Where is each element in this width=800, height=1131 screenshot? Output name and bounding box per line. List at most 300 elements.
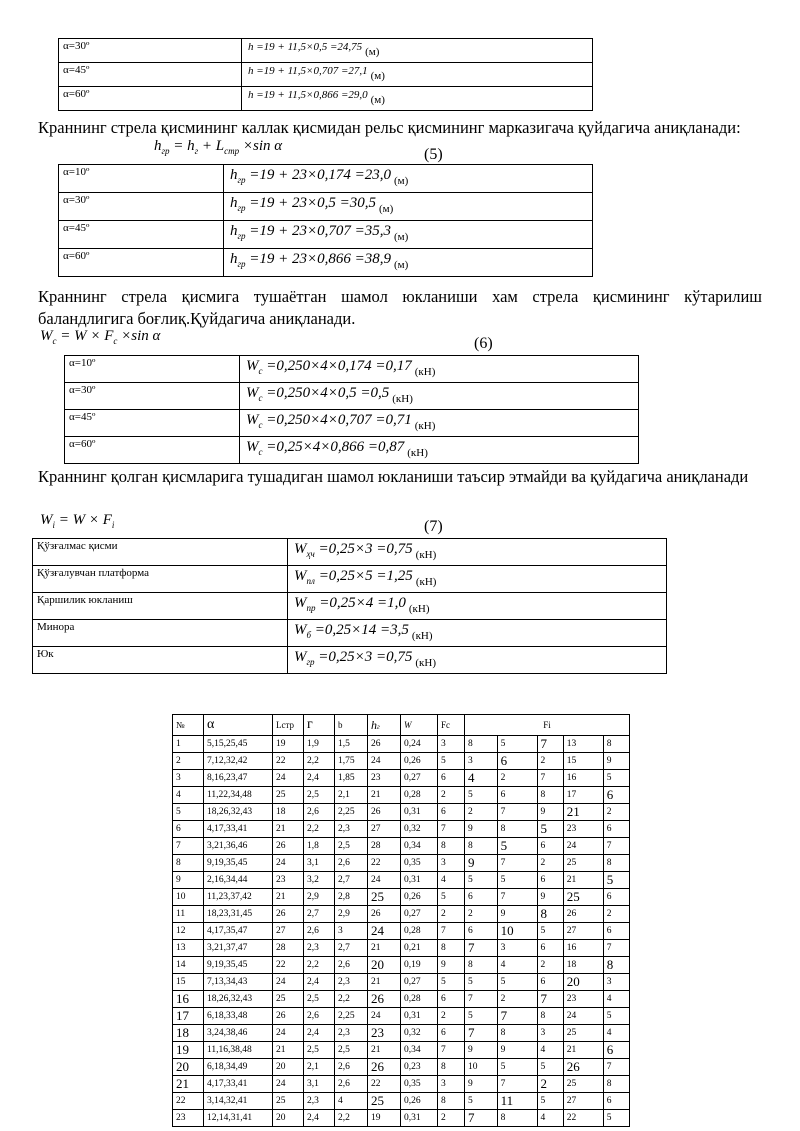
table-cell: 23 xyxy=(563,821,603,838)
table-cell: 11 xyxy=(173,906,204,923)
table-cell: 2,6 xyxy=(335,1076,368,1093)
table-cell: 26 xyxy=(368,1059,401,1076)
table-cell: 6,18,33,48 xyxy=(204,1008,273,1025)
table-cell: 2,9 xyxy=(335,906,368,923)
table-cell: 16 xyxy=(173,991,204,1008)
table-cell: 26 xyxy=(273,1008,304,1025)
table-cell: 2,3 xyxy=(304,1093,335,1110)
table-cell: 7 xyxy=(497,889,537,906)
table-cell: 22 xyxy=(563,1110,603,1127)
header-b: b xyxy=(335,715,368,736)
table-cell: 3 xyxy=(537,1025,563,1042)
table-cell: 3,14,32,41 xyxy=(204,1093,273,1110)
table-cell: 9 xyxy=(497,1042,537,1059)
table-cell: 2,16,34,44 xyxy=(204,872,273,889)
table-cell: 2,2 xyxy=(304,753,335,770)
table-cell: 24 xyxy=(273,1076,304,1093)
row-formula: $W_с =0,250\times 4\times 0,5 =0,5$ $_{(кН)}$ xyxy=(240,383,639,410)
table-cell: 18,26,32,43 xyxy=(204,991,273,1008)
row-formula: $W_{ҳч} =0,25\times 3 =0,75$ $_{(кН)}$ xyxy=(288,539,667,566)
table-row xyxy=(173,1110,630,1127)
table-cell: 0,35 xyxy=(401,1076,438,1093)
table-cell: 9,19,35,45 xyxy=(204,957,273,974)
table-cell: 6 xyxy=(173,821,204,838)
table_hgr-row xyxy=(59,249,593,277)
table-row xyxy=(173,991,630,1008)
table-cell: 20 xyxy=(368,957,401,974)
table-cell: 7 xyxy=(537,770,563,787)
table-cell: 8 xyxy=(465,838,498,855)
table-cell: 6 xyxy=(537,838,563,855)
table-row xyxy=(173,838,630,855)
table-cell: 27 xyxy=(368,821,401,838)
table-cell: 21 xyxy=(273,1042,304,1059)
table-cell: 1 xyxy=(173,736,204,753)
table-cell: 2,3 xyxy=(335,974,368,991)
table-cell: 0,21 xyxy=(401,940,438,957)
row-label: α=45º xyxy=(59,63,242,87)
table-cell: 5 xyxy=(465,1093,498,1110)
table-cell: 16 xyxy=(563,940,603,957)
table-cell: 25 xyxy=(368,1093,401,1110)
table-cell: 2,4 xyxy=(304,974,335,991)
table-cell: 5 xyxy=(537,821,563,838)
table-cell: 21 xyxy=(173,1076,204,1093)
table-cell: 3,24,38,46 xyxy=(204,1025,273,1042)
table-cell: 26 xyxy=(368,736,401,753)
table-cell: 7 xyxy=(465,1110,498,1127)
table-cell: 5 xyxy=(497,736,537,753)
table-cell: 0,31 xyxy=(401,804,438,821)
table-cell: 4,17,33,41 xyxy=(204,821,273,838)
table-cell: 2,4 xyxy=(304,1110,335,1127)
paragraph-3: Краннинг қолган қисмларига тушадиган шамол юкланиши таъсир этмайди ва қуйдагича аниқланади xyxy=(38,467,749,486)
header-fi: Fi xyxy=(465,715,630,736)
table-cell: 15 xyxy=(563,753,603,770)
table-cell: 8 xyxy=(497,1025,537,1042)
table-cell: 7 xyxy=(173,838,204,855)
table-cell: 7 xyxy=(465,940,498,957)
table_h-row xyxy=(59,63,593,87)
table-cell: 2,5 xyxy=(304,1042,335,1059)
table-cell: 25 xyxy=(273,787,304,804)
variants-header xyxy=(173,715,630,736)
table-cell: 9 xyxy=(465,1076,498,1093)
table-cell: 7 xyxy=(438,821,465,838)
table-cell: 2,2 xyxy=(335,1110,368,1127)
table-cell: 2 xyxy=(537,957,563,974)
table-cell: 8 xyxy=(438,1093,465,1110)
table-cell: 6 xyxy=(603,1042,629,1059)
table-cell: 9 xyxy=(438,957,465,974)
table-cell: 2,5 xyxy=(335,838,368,855)
table-cell: 14 xyxy=(173,957,204,974)
table-cell: 5 xyxy=(603,770,629,787)
table-cell: 4 xyxy=(335,1093,368,1110)
table-cell: 2,6 xyxy=(335,1059,368,1076)
row-label: α=60º xyxy=(65,437,240,464)
table-cell: 2 xyxy=(465,906,498,923)
table_wc-row xyxy=(65,383,639,410)
table-cell: 8,16,23,47 xyxy=(204,770,273,787)
table-cell: 5 xyxy=(537,1059,563,1076)
table-cell: 2,5 xyxy=(304,991,335,1008)
table-cell: 1,5 xyxy=(335,736,368,753)
table-cell: 2 xyxy=(438,906,465,923)
table-cell: 7 xyxy=(465,991,498,1008)
table-row xyxy=(173,1059,630,1076)
table-cell: 5 xyxy=(497,838,537,855)
table-cell: 24 xyxy=(273,974,304,991)
table-cell: 2 xyxy=(537,753,563,770)
table-cell: 0,26 xyxy=(401,1093,438,1110)
table-cell: 21 xyxy=(368,1042,401,1059)
table-cell: 21 xyxy=(563,804,603,821)
table-cell: 6 xyxy=(438,1025,465,1042)
table-cell: 24 xyxy=(273,1025,304,1042)
table-row xyxy=(173,1076,630,1093)
table-cell: 3 xyxy=(465,753,498,770)
header-hg: hг xyxy=(368,715,401,736)
table-cell: 5 xyxy=(497,872,537,889)
table-cell: 7 xyxy=(497,1076,537,1093)
table-cell: 2,2 xyxy=(304,821,335,838)
table-cell: 25 xyxy=(563,1076,603,1093)
table-cell: 18,23,31,45 xyxy=(204,906,273,923)
table-cell: 2,1 xyxy=(304,1059,335,1076)
table-cell: 9 xyxy=(497,906,537,923)
header-lstr: Lстр xyxy=(273,715,304,736)
table-cell: 2 xyxy=(497,770,537,787)
table_wc-row xyxy=(65,356,639,383)
table-cell: 4 xyxy=(537,1110,563,1127)
table-cell: 8 xyxy=(438,838,465,855)
table-row xyxy=(173,872,630,889)
table-cell: 23 xyxy=(563,991,603,1008)
table-cell: 20 xyxy=(173,1059,204,1076)
table_h-row xyxy=(59,39,593,63)
table-cell: 25 xyxy=(563,1025,603,1042)
header-w: W xyxy=(401,715,438,736)
table-cell: 27 xyxy=(273,923,304,940)
table-cell: 5 xyxy=(603,1110,629,1127)
table-cell: 11,22,34,48 xyxy=(204,787,273,804)
table-cell: 6 xyxy=(438,804,465,821)
table-cell: 7 xyxy=(497,1008,537,1025)
table-cell: 21 xyxy=(368,787,401,804)
table_hgr-row xyxy=(59,193,593,221)
table-cell: 23 xyxy=(368,1025,401,1042)
table-row xyxy=(173,1025,630,1042)
table-cell: 0,35 xyxy=(401,855,438,872)
table-cell: 0,24 xyxy=(401,736,438,753)
table-cell: 4,17,35,47 xyxy=(204,923,273,940)
table-cell: 12,14,31,41 xyxy=(204,1110,273,1127)
table-cell: 21 xyxy=(368,940,401,957)
table-cell: 7 xyxy=(537,991,563,1008)
table-cell: 27 xyxy=(563,923,603,940)
table-cell: 2,3 xyxy=(335,1025,368,1042)
table_wi-row xyxy=(33,593,667,620)
table-cell: 0,31 xyxy=(401,872,438,889)
table-row xyxy=(173,940,630,957)
table-cell: 4 xyxy=(603,1025,629,1042)
row-formula: $W_с =0,250\times 4\times 0,707 =0,71$ $_{(кН)}$ xyxy=(240,410,639,437)
table-row xyxy=(173,821,630,838)
table-cell: 2,2 xyxy=(304,957,335,974)
table-cell: 0,23 xyxy=(401,1059,438,1076)
table-cell: 26 xyxy=(368,906,401,923)
table-cell: 21 xyxy=(368,974,401,991)
table-cell: 10 xyxy=(497,923,537,940)
table-cell: 6 xyxy=(465,923,498,940)
table-cell: 1,85 xyxy=(335,770,368,787)
table-cell: 0,31 xyxy=(401,1008,438,1025)
table-cell: 10 xyxy=(465,1059,498,1076)
table-cell: 26 xyxy=(563,1059,603,1076)
table-cell: 9 xyxy=(465,855,498,872)
table-cell: 22 xyxy=(368,855,401,872)
table-cell: 2,4 xyxy=(304,1025,335,1042)
table-cell: 20 xyxy=(563,974,603,991)
table-cell: 8 xyxy=(603,736,629,753)
table-cell: 3 xyxy=(603,974,629,991)
table-cell: 7,12,32,42 xyxy=(204,753,273,770)
table-cell: 21 xyxy=(563,872,603,889)
table-cell: 6 xyxy=(537,974,563,991)
table-cell: 8 xyxy=(438,940,465,957)
table-cell: 2 xyxy=(603,906,629,923)
table-cell: 7 xyxy=(438,923,465,940)
table-cell: 2 xyxy=(173,753,204,770)
table-cell: 2 xyxy=(497,991,537,1008)
table-cell: 6 xyxy=(497,787,537,804)
table-row xyxy=(173,770,630,787)
table-cell: 8 xyxy=(465,957,498,974)
table-cell: 2 xyxy=(603,804,629,821)
table-cell: 2,1 xyxy=(335,787,368,804)
table-cell: 24 xyxy=(368,1008,401,1025)
table-cell: 3,21,37,47 xyxy=(204,940,273,957)
table-cell: 8 xyxy=(537,1008,563,1025)
table-cell: 2,4 xyxy=(304,770,335,787)
row-formula: $W_с =0,250\times 4\times 0,174 =0,17$ $_{(кН)}$ xyxy=(240,356,639,383)
table-cell: 18 xyxy=(273,804,304,821)
table-cell: 8 xyxy=(603,957,629,974)
table-cell: 1,8 xyxy=(304,838,335,855)
variants-table xyxy=(172,714,630,1127)
table-cell: 8 xyxy=(173,855,204,872)
table-cell: 3,1 xyxy=(304,855,335,872)
table-cell: 4 xyxy=(438,872,465,889)
table_h-row xyxy=(59,87,593,111)
table-cell: 3 xyxy=(438,855,465,872)
table-row xyxy=(173,957,630,974)
row-formula: $W_с =0,25\times 4\times 0,866 =0,87$ $_{(кН)}$ xyxy=(240,437,639,464)
table-cell: 18 xyxy=(173,1025,204,1042)
table-cell: 25 xyxy=(273,991,304,1008)
table-cell: 7 xyxy=(603,1059,629,1076)
table-cell: 2,5 xyxy=(335,1042,368,1059)
table-cell: 2,7 xyxy=(304,906,335,923)
table-cell: 2 xyxy=(438,787,465,804)
table-cell: 19 xyxy=(368,1110,401,1127)
row-formula: $h_{гр} =19 + 23\times 0,5 =30,5$ $_{(м)}$ xyxy=(224,193,593,221)
table-cell: 20 xyxy=(273,1059,304,1076)
table_wi-row xyxy=(33,539,667,566)
table-cell: 6 xyxy=(603,923,629,940)
table-cell: 23 xyxy=(173,1110,204,1127)
table-cell: 19 xyxy=(273,736,304,753)
table-cell: 5 xyxy=(497,974,537,991)
table-cell: 17 xyxy=(173,1008,204,1025)
table-cell: 24 xyxy=(368,753,401,770)
table_wc-row xyxy=(65,437,639,464)
table-cell: 7 xyxy=(438,1042,465,1059)
table-cell: 2,6 xyxy=(304,804,335,821)
equation-number-7: (7) xyxy=(424,518,443,535)
table-cell: 5 xyxy=(465,872,498,889)
table-cell: 2,7 xyxy=(335,940,368,957)
table-cell: 6 xyxy=(603,787,629,804)
table-wc xyxy=(64,355,639,464)
table-cell: 9 xyxy=(173,872,204,889)
row-formula: $W_{гр} =0,25\times 3 =0,75$ $_{(кН)}$ xyxy=(288,647,667,674)
table-row xyxy=(173,889,630,906)
table-cell: 12 xyxy=(173,923,204,940)
table-cell: 21 xyxy=(273,889,304,906)
table-cell: 6,18,34,49 xyxy=(204,1059,273,1076)
table-cell: 6 xyxy=(603,821,629,838)
table-cell: 3 xyxy=(438,736,465,753)
table-cell: 7 xyxy=(465,1025,498,1042)
table-cell: 21 xyxy=(563,1042,603,1059)
table_wi-row xyxy=(33,647,667,674)
table-cell: 9,19,35,45 xyxy=(204,855,273,872)
header-g: г xyxy=(304,715,335,736)
table-cell: 2,6 xyxy=(335,957,368,974)
table_hgr-row xyxy=(59,165,593,193)
table-cell: 4 xyxy=(497,957,537,974)
formula-7: $W_i = W \times F_i$ xyxy=(40,512,115,530)
table-row xyxy=(173,1093,630,1110)
table-cell: 2,5 xyxy=(304,787,335,804)
table-cell: 8 xyxy=(537,787,563,804)
table-cell: 26 xyxy=(273,906,304,923)
table-cell: 3 xyxy=(173,770,204,787)
table-cell: 4,17,33,41 xyxy=(204,1076,273,1093)
row-formula: $h_{гр} =19 + 23\times 0,866 =38,9$ $_{(м)}$ xyxy=(224,249,593,277)
row-label: α=45º xyxy=(65,410,240,437)
table-cell: 15 xyxy=(173,974,204,991)
table-cell: 3 xyxy=(497,940,537,957)
table-cell: 26 xyxy=(273,838,304,855)
table-cell: 5 xyxy=(173,804,204,821)
table-cell: 21 xyxy=(273,821,304,838)
table-row xyxy=(173,974,630,991)
table-cell: 22 xyxy=(273,957,304,974)
row-label: α=30º xyxy=(65,383,240,410)
table-cell: 2 xyxy=(465,804,498,821)
table-cell: 6 xyxy=(603,889,629,906)
row-label: Минора xyxy=(33,620,288,647)
table-cell: 9 xyxy=(465,821,498,838)
table-cell: 8 xyxy=(603,855,629,872)
table-cell: 16 xyxy=(563,770,603,787)
table-cell: 5,15,25,45 xyxy=(204,736,273,753)
table-cell: 4 xyxy=(537,1042,563,1059)
table-cell: 3,2 xyxy=(304,872,335,889)
table-row xyxy=(173,787,630,804)
table-cell: 22 xyxy=(273,753,304,770)
table-cell: 5 xyxy=(465,974,498,991)
table-cell: 2,6 xyxy=(335,855,368,872)
table-cell: 2 xyxy=(537,855,563,872)
row-formula: $W_б =0,25\times 14 =3,5$ $_{(кН)}$ xyxy=(288,620,667,647)
table-cell: 2 xyxy=(537,1076,563,1093)
table-cell: 11,23,37,42 xyxy=(204,889,273,906)
table-cell: 6 xyxy=(537,872,563,889)
table-cell: 7 xyxy=(603,940,629,957)
table-cell: 2,3 xyxy=(304,940,335,957)
table-cell: 7 xyxy=(497,855,537,872)
row-formula: $h_{гр} =19 + 23\times 0,707 =35,3$ $_{(м)}$ xyxy=(224,221,593,249)
table-cell: 23 xyxy=(368,770,401,787)
row-label: Қўзғалувчан платформа xyxy=(33,566,288,593)
table-row xyxy=(173,906,630,923)
table-cell: 3,21,36,46 xyxy=(204,838,273,855)
table-row xyxy=(173,1008,630,1025)
table-cell: 4 xyxy=(603,991,629,1008)
table-cell: 5 xyxy=(465,787,498,804)
table_wi-row xyxy=(33,620,667,647)
table-cell: 19 xyxy=(173,1042,204,1059)
table-cell: 2,6 xyxy=(304,1008,335,1025)
table-cell: 24 xyxy=(368,872,401,889)
table-cell: 1,75 xyxy=(335,753,368,770)
table-cell: 24 xyxy=(368,923,401,940)
table-cell: 2 xyxy=(438,1110,465,1127)
table-cell: 18,26,32,43 xyxy=(204,804,273,821)
table-cell: 2,9 xyxy=(304,889,335,906)
table-cell: 0,19 xyxy=(401,957,438,974)
table-cell: 2,8 xyxy=(335,889,368,906)
table_wc-row xyxy=(65,410,639,437)
equation-number-6: (6) xyxy=(474,335,493,352)
table-cell: 2,6 xyxy=(304,923,335,940)
row-formula: $h_{гр} =19 + 23\times 0,174 =23,0$ $_{(м)}$ xyxy=(224,165,593,193)
table-row xyxy=(173,855,630,872)
table-cell: 6 xyxy=(438,991,465,1008)
table-cell: 1,9 xyxy=(304,736,335,753)
table-cell: 18 xyxy=(563,957,603,974)
table-cell: 25 xyxy=(273,1093,304,1110)
table-cell: 24 xyxy=(273,770,304,787)
table-cell: 9 xyxy=(603,753,629,770)
table-cell: 5 xyxy=(438,974,465,991)
table-row xyxy=(173,736,630,753)
table-cell: 0,26 xyxy=(401,889,438,906)
row-formula: $W_{пл} =0,25\times 5 =1,25$ $_{(кН)}$ xyxy=(288,566,667,593)
row-label: α=10º xyxy=(65,356,240,383)
table-cell: 6 xyxy=(497,753,537,770)
table-cell: 9 xyxy=(465,1042,498,1059)
table-cell: 23 xyxy=(273,872,304,889)
table-cell: 25 xyxy=(563,855,603,872)
table-cell: 5 xyxy=(465,1008,498,1025)
table-cell: 0,27 xyxy=(401,770,438,787)
table-cell: 8 xyxy=(497,821,537,838)
